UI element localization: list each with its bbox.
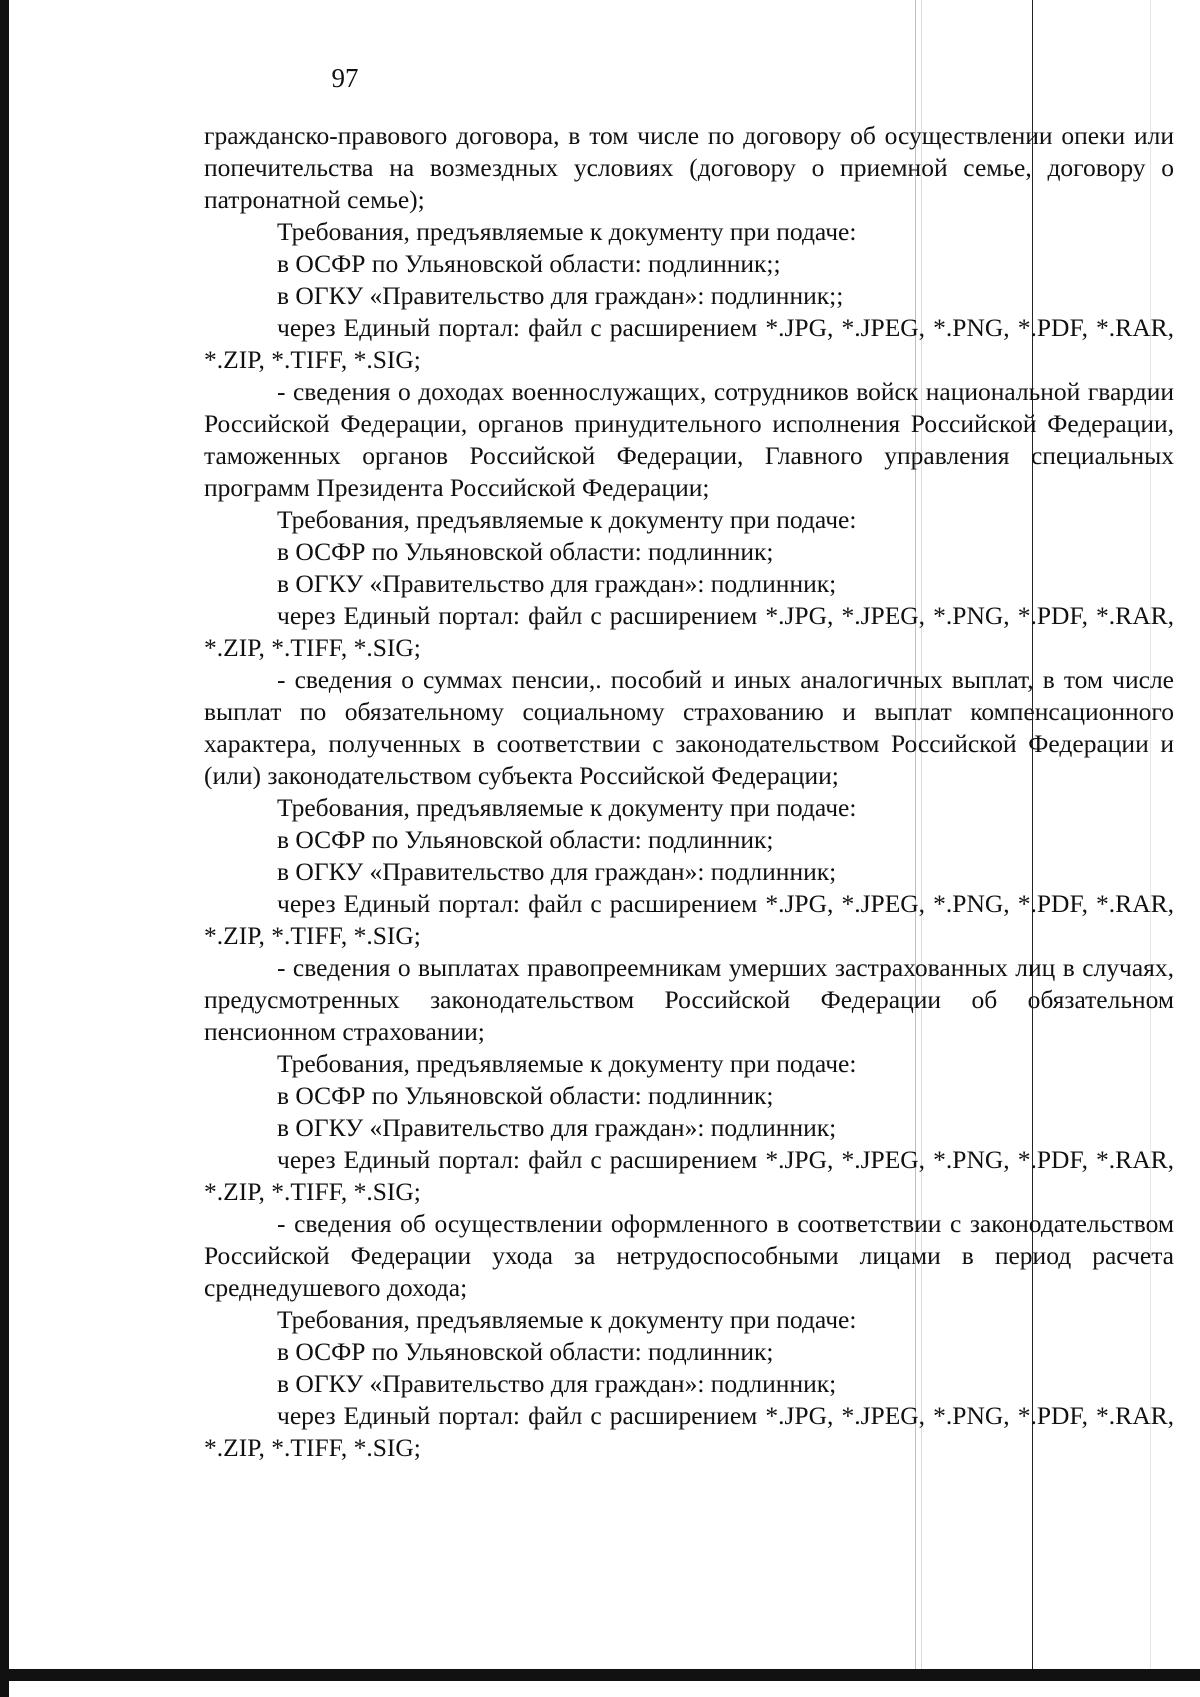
paragraph: в ОСФР по Ульяновской области: подлинник;	[277, 537, 774, 566]
paragraph: - сведения о выплатах правопреемникам умерших застрахованных лиц в случаях, предусмотренных законодательством Российской Федерации об обязательном пенсионном страховании;	[204, 953, 1174, 1046]
scan-border-bottom	[0, 1669, 1200, 1681]
paragraph: гражданско-правового договора, в том числе по договору об осуществлении опеки или попечительства на возмездных условиях (договору о приемной семье, договору о патронатной семье);	[204, 121, 1174, 214]
paragraph: в ОГКУ «Правительство для граждан»: подлинник;;	[277, 281, 844, 310]
paragraph: через Единый портал: файл с расширением *.JPG, *.JPEG, *.PNG, *.PDF, *.RAR, *.ZIP, *.TIFF, *.SIG;	[204, 313, 1174, 374]
paragraph: Требования, предъявляемые к документу при подаче:	[277, 217, 857, 246]
paragraph: - сведения об осуществлении оформленного в соответствии с законодательством Российской Федерации ухода за нетрудоспособными лицами в период расчета среднедушевого дохода;	[204, 1209, 1174, 1302]
paragraph: в ОСФР по Ульяновской области: подлинник;	[277, 825, 774, 854]
paragraph: в ОСФР по Ульяновской области: подлинник;	[277, 1337, 774, 1366]
paragraph: в ОГКУ «Правительство для граждан»: подлинник;	[277, 1113, 837, 1142]
paragraph: Требования, предъявляемые к документу при подаче:	[277, 1305, 857, 1334]
page-number: 97	[331, 63, 359, 93]
paragraph: через Единый портал: файл с расширением *.JPG, *.JPEG, *.PNG, *.PDF, *.RAR, *.ZIP, *.TIFF, *.SIG;	[204, 1145, 1174, 1206]
paragraph: в ОСФР по Ульяновской области: подлинник;	[277, 1081, 774, 1110]
paragraph: Требования, предъявляемые к документу при подаче:	[277, 505, 857, 534]
paragraph: через Единый портал: файл с расширением *.JPG, *.JPEG, *.PNG, *.PDF, *.RAR, *.ZIP, *.TIFF, *.SIG;	[204, 1401, 1174, 1462]
paragraph: - сведения о доходах военнослужащих, сотрудников войск национальной гвардии Российской Федерации, органов принудительного исполнения Российской Федерации, таможенных органов Российской Федерации, Главного управления специальных программ Президента Российской Федерации;	[204, 377, 1174, 502]
paragraph: в ОГКУ «Правительство для граждан»: подлинник;	[277, 1369, 837, 1398]
paragraph: Требования, предъявляемые к документу при подаче:	[277, 1049, 857, 1078]
page-number-container	[0, 58, 1200, 98]
paragraph: в ОГКУ «Правительство для граждан»: подлинник;	[277, 569, 837, 598]
paragraph: Требования, предъявляемые к документу при подаче:	[277, 793, 857, 822]
paragraph: в ОГКУ «Правительство для граждан»: подлинник;	[277, 857, 837, 886]
paragraph: через Единый портал: файл с расширением *.JPG, *.JPEG, *.PNG, *.PDF, *.RAR, *.ZIP, *.TIFF, *.SIG;	[204, 889, 1174, 950]
paragraph: - сведения о суммах пенсии,. пособий и иных аналогичных выплат, в том числе выплат по обязательному социальному страхованию и выплат компенсационного характера, полученных в соответствии с законодательством Российской Федерации и (или) законодательством субъекта Российской Федерации;	[204, 665, 1174, 790]
document-body	[204, 120, 1174, 1464]
scan-border-left	[0, 0, 9, 1697]
paragraph: в ОСФР по Ульяновской области: подлинник;;	[277, 249, 781, 278]
paragraph: через Единый портал: файл с расширением *.JPG, *.JPEG, *.PNG, *.PDF, *.RAR, *.ZIP, *.TIFF, *.SIG;	[204, 601, 1174, 662]
